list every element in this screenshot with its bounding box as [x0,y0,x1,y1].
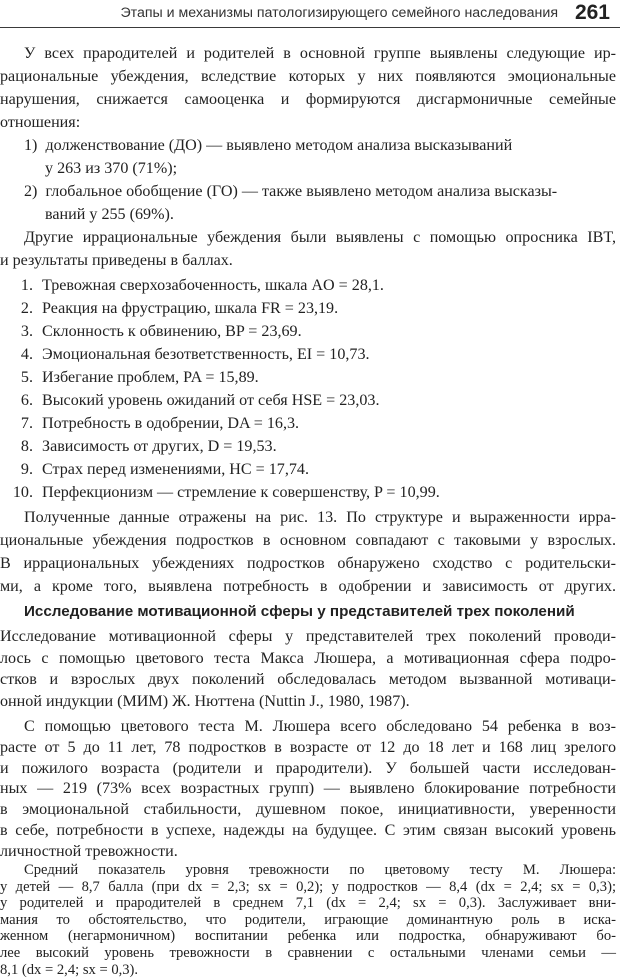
section-p2-line: в эмоциональной стабильности, душевном покое, инициативности, уверенности [0,801,616,819]
ibt-item-number: 7. [20,415,33,432]
section-p2-line: личностной тревожности. [0,842,178,860]
section-p3-line: лее высокий уровень тревожности в сравнении с остальными членами семьи — [0,945,616,961]
ibt-item-number: 5. [20,369,33,386]
belief-item-number: 2) [24,183,38,200]
page-number: 261 [574,1,610,24]
ibt-item-number: 10. [12,484,33,501]
running-title: Этапы и механизмы патологизирующего семейного наследования [120,5,558,21]
intro-line: нарушения, снижается самооценка и формируются дисгармоничные семейные [0,91,616,108]
ibt-item-text: Избегание проблем, PA = 15,89. [42,369,259,386]
ibt-item-text: Реакция на фрустрацию, шкала FR = 23,19. [42,300,339,317]
section-p1-line: лось с помощью цветового теста Макса Люшера, а мотивационная сфера подро- [0,649,616,667]
ibt-item-text: Страх перед изменениями, HC = 17,74. [42,461,309,478]
section-p2-line: расте от 5 до 11 лет, 78 подростков в возрасте от 12 до 18 лет и 168 лиц зрелого [0,738,616,756]
section-p3-line: 8,1 (dx = 2,4; sx = 0,3). [0,961,139,978]
ibt-item-number: 4. [20,346,33,363]
belief-item-text: долженствование (ДО) — выявлено методом анализа высказываний [45,137,513,154]
results-line: ми, а кроме того, выявлена потребность в одобрении и зависимость от других. [0,578,616,595]
ibt-item-number: 9. [20,461,33,478]
section-p3-line: Средний показатель уровня тревожности по цветовому тесту М. Люшера: [24,862,616,878]
intro-line: рациональные убеждения, вследствие которых у них появляются эмоциональные [0,68,616,85]
ibt-intro-line: Другие иррациональные убеждения были выявлены с помощью опросника IBT, [24,229,616,246]
belief-item-number: 1) [24,137,38,154]
ibt-item-number: 3. [20,323,33,340]
intro-line: отношения: [0,114,81,131]
ibt-item-number: 2. [20,300,33,317]
results-line: Полученные данные отражены на рис. 13. По структуре и выраженности ирра- [24,509,616,526]
section-p2-line: в себе, потребности в успехе, надежды на будущее. С этим связан высокий уровень [0,822,616,839]
belief-item-2-cont: ваний у 255 (69%). [45,206,174,223]
results-line: циональные убеждения подростков в основном совпадают с таковыми у взрослых. [0,532,616,549]
ibt-item-text: Потребность в одобрении, DA = 16,3. [42,415,300,432]
section-p3-line: мания то обстоятельство, что родители, играющие доминантную роль в иска- [0,911,616,928]
section-p2-line: ных — 219 (73% всех возрастных групп) — выявлено блокирование потребности [0,780,616,798]
ibt-item-text: Тревожная сверхозабоченность, шкала AO = 28,1. [42,277,384,294]
section-p3-line: у детей — 8,7 балла (при dx = 2,3; sx = 0,2); у подростков — 8,4 (dx = 2,4; sx = 0,3); [0,878,616,895]
ibt-item-text: Зависимость от других, D = 19,53. [42,438,277,455]
ibt-item-text: Склонность к обвинению, BP = 23,69. [42,323,302,340]
section-p1-line: онной индукции (МИМ) Ж. Нюттена (Nuttin J., 1980, 1987). [0,692,410,710]
belief-item-text: глобальное обобщение (ГО) — также выявлено методом анализа высказы- [45,183,558,200]
section-p2-line: С помощью цветового теста М. Люшера всего обследовано 54 ребенка в воз- [24,718,616,735]
ibt-item-text: Высокий уровень ожиданий от себя HSE = 23,03. [42,392,380,409]
results-line: В иррациональных убеждениях подростков обнаружено сходство с родительски- [0,555,616,572]
section-heading: Исследование мотивационной сферы у представителей трех поколений [24,603,575,620]
belief-item-1-cont: у 263 из 370 (71%); [45,160,178,177]
section-p3-line: женном (негармоничном) воспитании ребенка или подростка, обнаруживают бо- [0,928,616,945]
ibt-item-number: 8. [20,438,33,455]
ibt-item-text: Эмоциональная безответственность, EI = 10,73. [42,346,370,363]
ibt-item-number: 1. [20,277,33,294]
intro-line: У всех прародителей и родителей в основной группе выявлены следующие ир- [24,45,616,62]
section-p1-line: стков и взрослых двух поколений обследовалась методом вызванной мотиваци- [0,671,616,688]
section-p2-line: и пожилого возраста (родители и прародители). У большей части исследован- [0,759,616,777]
ibt-item-text: Перфекционизм — стремление к совершенству, P = 10,99. [42,484,440,501]
ibt-intro-line: и результаты приведены в баллах. [0,252,233,269]
ibt-item-number: 6. [20,392,33,409]
section-p3-line: у родителей и прародителей в среднем 7,1 (dx = 2,4; sx = 0,3). Заслуживает вни- [0,895,616,912]
section-p1-line: Исследование мотивационной сферы у представителей трех поколений проводи- [0,628,616,645]
